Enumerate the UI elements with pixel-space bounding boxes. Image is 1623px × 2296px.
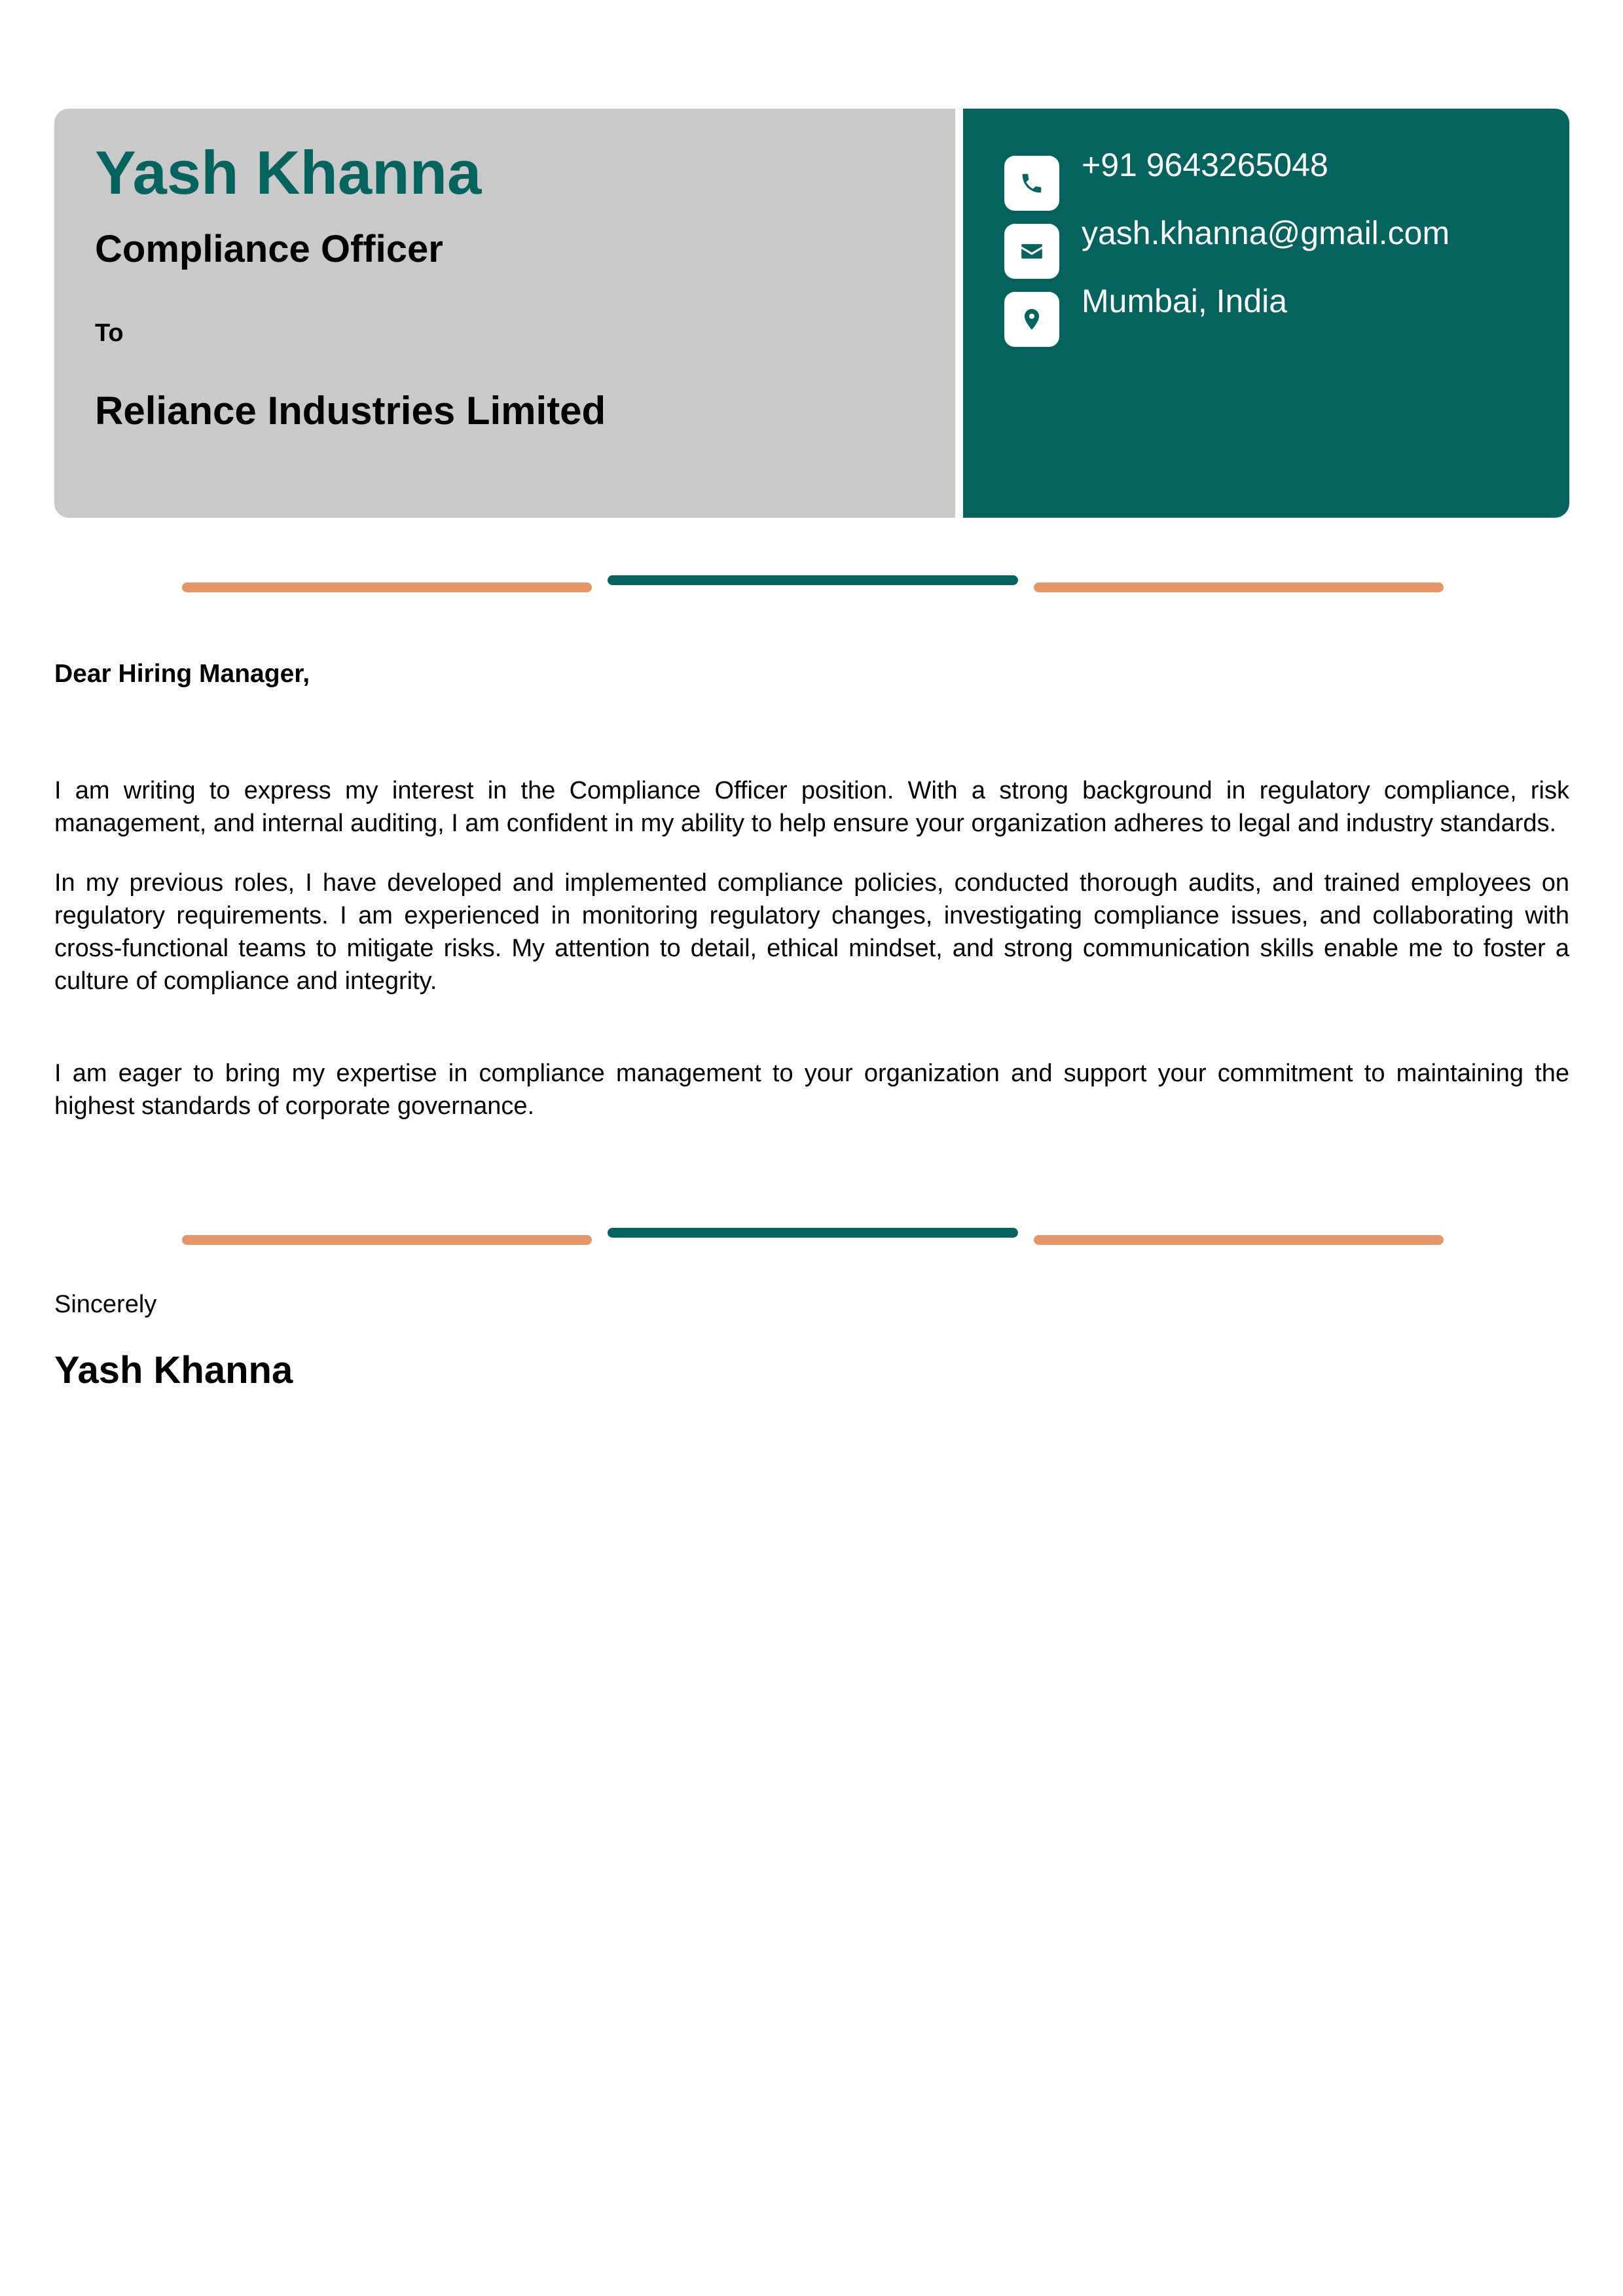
letter-paragraph-1: I am writing to express my interest in the Compliance Officer position. With a strong background in regulatory compliance, risk management, and internal auditing, I am confident in my ability to help ensure your organization adheres to legal and industry standards.	[54, 777, 1569, 837]
letter-paragraph-3: I am eager to bring my expertise in compliance management to your organization and support your commitment to maintaining the highest standards of corporate governance.	[54, 1060, 1569, 1120]
map-pin-icon	[1004, 292, 1059, 347]
envelope-icon	[1004, 224, 1059, 279]
closing: Sincerely	[54, 1291, 157, 1318]
email-address: yash.khanna@gmail.com	[1082, 215, 1450, 251]
contact-location	[1004, 283, 1554, 347]
applicant-name: Yash Khanna	[95, 138, 482, 207]
divider-segment-right	[1034, 1235, 1444, 1245]
contact-email	[1004, 215, 1554, 279]
divider-segment-right	[1034, 583, 1444, 592]
letter-paragraph-2: In my previous roles, I have developed and implemented compliance policies, conducted thorough audits, and trained employees on regulatory requirements. I am experienced in monitoring regulatory changes, investigating compliance issues, and collaborating with cross-functional teams to mitigate risks. My attention to detail, ethical mindset, and strong communication skills enable me to foster a culture of compliance and integrity.	[54, 869, 1569, 995]
letter-header	[54, 109, 1569, 518]
recipient-company: Reliance Industries Limited	[95, 389, 606, 433]
divider-segment-left	[182, 583, 592, 592]
phone-number: +91 9643265048	[1082, 147, 1328, 183]
greeting: Dear Hiring Manager,	[54, 660, 310, 688]
location: Mumbai, India	[1082, 283, 1288, 319]
divider-segment-left	[182, 1235, 592, 1245]
recipient-label: To	[95, 319, 124, 347]
divider-segment-center	[608, 575, 1018, 585]
contact-phone	[1004, 147, 1554, 211]
phone-icon	[1004, 156, 1059, 211]
contact-panel	[963, 109, 1569, 518]
job-title: Compliance Officer	[95, 228, 443, 270]
signature-name: Yash Khanna	[54, 1349, 293, 1391]
divider-segment-center	[608, 1228, 1018, 1238]
divider-top	[0, 575, 1623, 595]
divider-bottom	[0, 1228, 1623, 1247]
header-identity-panel	[54, 109, 955, 518]
